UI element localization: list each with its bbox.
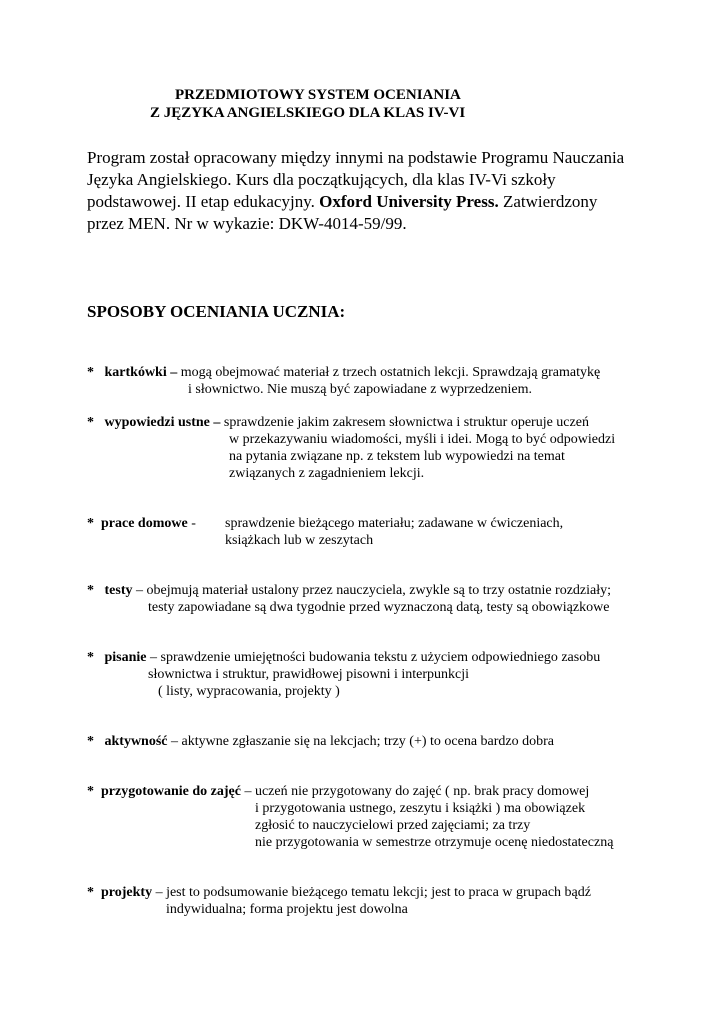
bullet-icon: * <box>87 885 94 900</box>
item-term: kartkówki – <box>104 365 178 380</box>
list-item-wypowiedzi-ustne <box>87 414 589 431</box>
item-term: aktywność <box>104 734 168 749</box>
list-item-projekty <box>87 884 591 901</box>
item-term: projekty <box>101 885 153 900</box>
item-text: i słownictwo. Nie muszą być zapowiadane z wyprzedzeniem. <box>188 382 533 397</box>
intro-line-3-text-a: podstawowej. II etap edukacyjny. <box>87 192 320 211</box>
item-text: zgłosić to nauczycielowi przed zajęciami; za trzy <box>255 818 531 833</box>
item-text: książkach lub w zeszytach <box>225 533 374 548</box>
list-item-przygotowanie <box>87 783 589 800</box>
publisher-name: Oxford University Press. <box>319 192 499 211</box>
item-text: sprawdzenie bieżącego materiału; zadawane w ćwiczeniach, <box>225 516 564 531</box>
item-term: przygotowanie do zajęć <box>101 784 241 799</box>
item-term: pisanie <box>104 650 147 665</box>
item-text: mogą obejmować materiał z trzech ostatnich lekcji. Sprawdzają gramatykę <box>177 365 601 380</box>
item-text: ( listy, wypracowania, projekty ) <box>158 684 340 699</box>
item-text: – obejmują materiał ustalony przez nauczyciela, zwykle są to trzy ostatnie rozdziały; <box>132 583 612 598</box>
item-text: słownictwa i struktur, prawidłowej pisowni i interpunkcji <box>148 667 470 682</box>
section-heading: SPOSOBY OCENIANIA UCZNIA: <box>87 302 346 321</box>
item-term: prace domowe <box>101 516 188 531</box>
list-item-prace-domowe <box>87 515 196 532</box>
intro-line-3 <box>87 191 597 213</box>
item-text: związanych z zagadnieniem lekcji. <box>229 466 425 481</box>
list-item-pisanie <box>87 649 600 666</box>
intro-line-2: Języka Angielskiego. Kurs dla początkujących, dla klas IV-Vi szkoły <box>87 170 556 189</box>
bullet-icon: * <box>87 516 94 531</box>
intro-line-1: Program został opracowany między innymi na podstawie Programu Nauczania <box>87 148 625 167</box>
list-item-testy <box>87 582 611 599</box>
item-text: nie przygotowania w semestrze otrzymuje ocenę niedostateczną <box>255 835 614 850</box>
intro-line-3-text-b: Zatwierdzony <box>498 192 598 211</box>
item-text: na pytania związane np. z tekstem lub wypowiedzi na temat <box>229 449 565 464</box>
bullet-icon: * <box>87 734 94 749</box>
document-title-line-1: PRZEDMIOTOWY SYSTEM OCENIANIA <box>175 87 461 103</box>
item-text: testy zapowiadane są dwa tygodnie przed wyznaczoną datą, testy są obowiązkowe <box>148 600 610 615</box>
list-item-kartkowki <box>87 364 600 381</box>
item-text: w przekazywaniu wiadomości, myśli i idei. Mogą to być odpowiedzi <box>229 432 616 447</box>
list-item-aktywnosc <box>87 733 554 750</box>
item-text: sprawdzenie jakim zakresem słownictwa i struktur operuje uczeń <box>220 415 589 430</box>
item-text: – aktywne zgłaszanie się na lekcjach; trzy (+) to ocena bardzo dobra <box>167 734 555 749</box>
bullet-icon: * <box>87 415 94 430</box>
item-text: i przygotowania ustnego, zeszytu i książki ) ma obowiązek <box>255 801 586 816</box>
item-term: wypowiedzi ustne – <box>104 415 221 430</box>
item-separator: - <box>187 516 196 531</box>
intro-line-4: przez MEN. Nr w wykazie: DKW-4014-59/99. <box>87 214 407 233</box>
item-term: testy <box>104 583 133 598</box>
bullet-icon: * <box>87 650 94 665</box>
item-text: – sprawdzenie umiejętności budowania tekstu z użyciem odpowiedniego zasobu <box>146 650 601 665</box>
document-title-line-2: Z JĘZYKA ANGIELSKIEGO DLA KLAS IV-VI <box>150 105 466 121</box>
item-text: – jest to podsumowanie bieżącego tematu lekcji; jest to praca w grupach bądź <box>152 885 591 900</box>
item-text: – uczeń nie przygotowany do zajęć ( np. brak pracy domowej <box>240 784 590 799</box>
bullet-icon: * <box>87 583 94 598</box>
bullet-icon: * <box>87 784 94 799</box>
item-text: indywidualna; forma projektu jest dowolna <box>166 902 408 917</box>
bullet-icon: * <box>87 365 94 380</box>
